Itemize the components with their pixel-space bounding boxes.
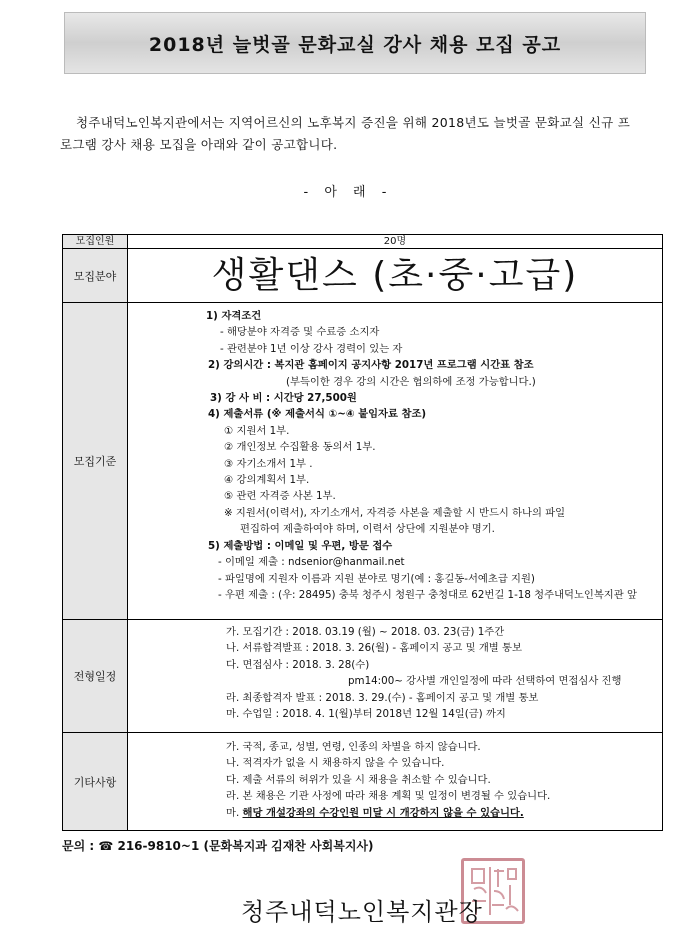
page-title: 2018년 늘벗골 문화교실 강사 채용 모집 공고	[148, 33, 562, 56]
notes-line: 가. 국적, 종교, 성별, 연령, 인종의 차별을 하지 않습니다.	[226, 741, 481, 753]
schedule-cell	[128, 620, 663, 733]
criteria-line: 편집하여 제출하여야 하며, 이력서 상단에 지원분야 명기.	[240, 523, 495, 536]
criteria-line: ⑤ 관련 자격증 사본 1부.	[224, 490, 336, 503]
table-row	[63, 303, 663, 620]
schedule-line: 가. 모집기간 : 2018. 03.19 (월) ~ 2018. 03. 23(금) 1주간	[226, 626, 505, 638]
row-label: 모집분야	[63, 249, 128, 303]
recruit-field: 생활댄스 (초·중·고급)	[128, 249, 663, 303]
notes-line: 다. 제출 서류의 허위가 있을 시 채용을 취소할 수 있습니다.	[226, 773, 491, 786]
contact-info: 문의 : ☎ 216-9810~1 (문화복지과 김재찬 사회복지사)	[62, 839, 374, 853]
row-label: 전형일정	[63, 620, 128, 733]
schedule-line: 마. 수업일 : 2018. 4. 1(월)부터 2018년 12월 14일(금) 까지	[226, 708, 506, 721]
organization-signature: 청주내덕노인복지관장	[241, 898, 483, 926]
criteria-line: ④ 강의계획서 1부.	[224, 474, 310, 487]
criteria-line: ① 지원서 1부.	[224, 424, 290, 437]
criteria-line: ② 개인정보 수집활용 동의서 1부.	[224, 441, 376, 454]
schedule-line: pm14:00~ 강사별 개인일정에 따라 선택하여 면접심사 진행	[348, 675, 622, 688]
intro-paragraph: 청주내덕노인복지관에서는 지역어르신의 노후복지 증진을 위해 2018년도 늘벗골 문화교실 신규 프로그램 강사 채용 모집을 아래와 같이 공고합니다.	[60, 115, 631, 152]
table-row	[63, 733, 663, 831]
notice-heading: - 아 래 -	[303, 185, 393, 200]
notes-line	[128, 805, 662, 821]
schedule-line: 다. 면접심사 : 2018. 3. 28(수)	[226, 658, 370, 671]
criteria-line: - 파일명에 지원자 이름과 지원 분야로 명기(예 : 홍길동-서예초급 지원)	[218, 572, 535, 585]
criteria-line: - 관련분야 1년 이상 강사 경력이 있는 자	[220, 342, 403, 355]
title-banner	[64, 12, 646, 74]
criteria-line: - 우편 제출 : (우: 28495) 충북 청주시 청원구 충청대로 62번길 1-18 청주내덕노인복지관 앞	[218, 588, 637, 601]
notes-prefix: 마.	[226, 806, 240, 819]
notes-cell	[128, 733, 663, 831]
recruitment-table	[62, 234, 663, 831]
notes-line: 라. 본 채용은 기관 사정에 따라 채용 계획 및 일정이 변경될 수 있습니다.	[226, 790, 551, 803]
schedule-line: 라. 최종합격자 발표 : 2018. 3. 29.(수) - 홈페이지 공고 및 개별 통보	[226, 691, 539, 704]
table-row	[63, 249, 663, 303]
criteria-line: - 해당분야 자격증 및 수료증 소지자	[220, 326, 380, 339]
row-label: 모집인원	[63, 235, 128, 249]
table-row	[63, 620, 663, 733]
row-label: 모집기준	[63, 303, 128, 620]
criteria-line: ※ 지원서(이력서), 자기소개서, 자격증 사본을 제출할 시 반드시 하나의 파일	[224, 506, 566, 519]
notes-line: 나. 적격자가 없을 시 채용하지 않을 수 있습니다.	[226, 757, 445, 770]
criteria-line: 1) 자격조건	[206, 310, 262, 322]
criteria-line: 5) 제출방법 : 이메일 및 우편, 방문 접수	[208, 539, 393, 552]
table-row	[63, 235, 663, 249]
criteria-line: - 이메일 제출 : ndsenior@hanmail.net	[218, 556, 405, 569]
criteria-line: (부득이한 경우 강의 시간은 협의하에 조정 가능합니다.)	[286, 375, 536, 388]
schedule-line: 나. 서류합격발표 : 2018. 3. 26(월) - 홈페이지 공고 및 개별 통보	[226, 642, 522, 655]
criteria-cell	[128, 303, 663, 620]
recruit-count: 20명	[128, 235, 663, 249]
criteria-line: ③ 자기소개서 1부 .	[224, 457, 313, 470]
notes-warning: 해당 개설강좌의 수강인원 미달 시 개강하지 않을 수 있습니다.	[242, 806, 524, 819]
criteria-line: 2) 강의시간 : 복지관 홈페이지 공지사항 2017년 프로그램 시간표 참조	[208, 359, 534, 372]
criteria-line: 4) 제출서류 (※ 제출서식 ①~④ 붙임자료 참조)	[208, 408, 427, 421]
row-label: 기타사항	[63, 733, 128, 831]
criteria-line: 3) 강 사 비 : 시간당 27,500원	[210, 392, 357, 405]
